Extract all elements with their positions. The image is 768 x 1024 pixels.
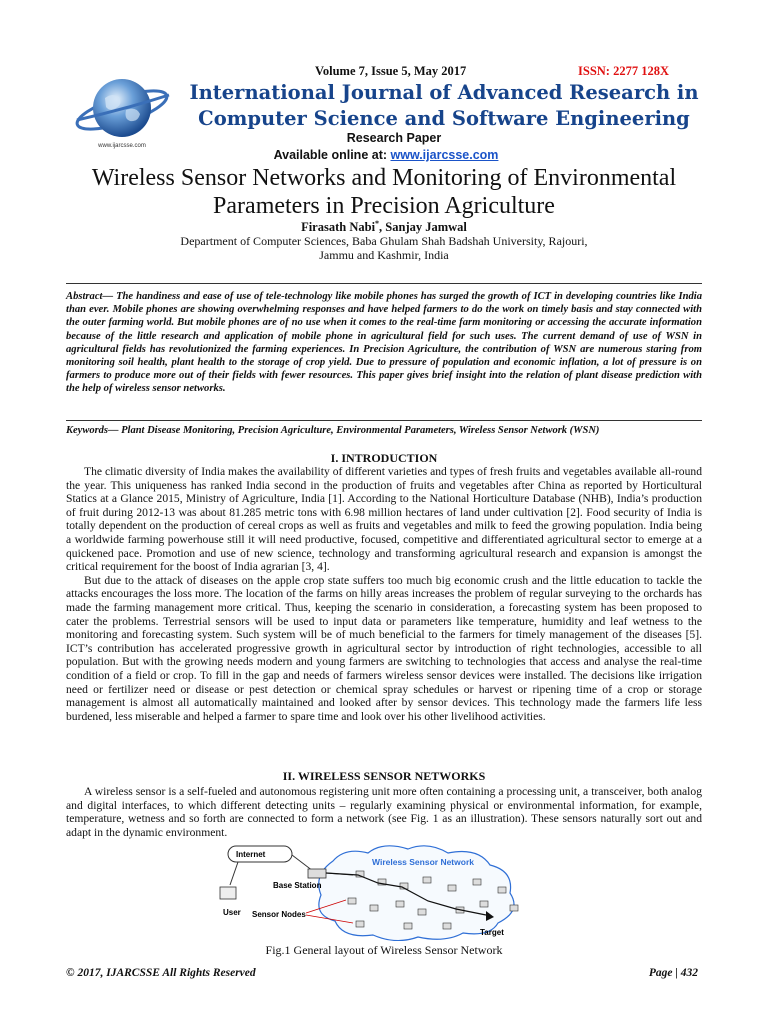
availability-line [2,148,768,162]
sensor-node [418,909,426,915]
sensor-node [423,877,431,883]
paper-type: Research Paper [346,131,442,145]
keywords: Keywords— Plant Disease Monitoring, Precision Agriculture, Environmental Parameters, Wireless Sensor Network (WSN) [66,425,600,436]
sensor-node [348,898,356,904]
introduction-body [66,465,702,723]
corresponding-author-mark: * [375,219,380,228]
authors [0,219,768,235]
internet-label: Internet [236,850,266,859]
affiliation-line1: Department of Computer Sciences, Baba Ghulam Shah Badshah University, Rajouri, [180,234,588,248]
logo-caption: www.ijarcsse.com [98,143,146,149]
wsn-paragraph-1: A wireless sensor is a self-fueled and autonomous registering unit more often containing a processing unit, a transceiver, both analog and digital interfaces, to which different detecting units – regularly examining physical or environmental information, for example, temperature, wetness and so forth are connected to form a network (see Fig. 1 as an illustration). These sensors naturally sort out and adapt in the dynamic environment. [66,785,702,839]
sensor-node [510,905,518,911]
base-station-label: Base Station [273,881,322,890]
affiliation-line2: Jammu and Kashmir, India [319,248,449,262]
volume-issue: Volume 7, Issue 5, May 2017 [315,64,467,78]
availability-prefix: Available online at: [273,148,391,162]
abstract: Abstract— The handiness and ease of use of tele-technology like mobile phones has surged the growth of ICT in developing countries like India than ever. Mobile phones are showing overwhelming responses and have helped farmers to do the work on timely basis and stay connected with the outer farming world. But mobile phones are of no use when it comes to the real-time farm monitoring or accessing the accurate information because of the little research and application of mobile phone in agricultural field for such uses. The current demand of use of WSN in agricultural fields has revolutionized the farming experiences. In Precision Agriculture, the contribution of WSN are numerous staring from monitoring soil health, plant health to the storage of crop yield. Due to pressure of population and economic inflation, a lot of pressure is on farmers to produce more out of their fields with fewer resources. This paper gives brief insight into the relation of plant disease prediction with the help of wireless sensor networks. [66,291,702,395]
user-computer-icon [220,887,236,899]
sensor-node [443,923,451,929]
link-internet-user [230,862,238,885]
footer-page-number: Page | 432 [648,967,698,979]
author-1: Firasath Nabi [301,220,376,235]
section-heading-wsn: II. WIRELESS SENSOR NETWORKS [282,769,486,783]
sensor-node [448,885,456,891]
sensor-node [396,901,404,907]
sensor-node [404,923,412,929]
section-heading-introduction: I. INTRODUCTION [330,451,438,465]
figure-caption: Fig.1 General layout of Wireless Sensor Network [265,943,503,957]
wsn-layout-figure [218,843,553,941]
intro-paragraph-1: The climatic diversity of India makes the availability of different varieties and types of fresh fruits and vegetables available all-round the year. This uniqueness has ranked India second in the production of fruits and vegetables after China as reported by Horticultural Statics at a Glance 2015, Ministry of Agriculture, India [1]. According to the National Horticulture Database (NHB), India’s production of fruit during 2012-13 was about 81.285 metric tons with 6.98 million hectares of land under cultivation [2]. Food security of India is totally dependent on the production of cereal crops as well as fruits and vegetables and milk to feed the growing population. India being a worldwide farming powerhouse still it will need productive, focused, competitive and differentiated agricultural sector to emerge at a quickened pace. Promotion and use of new science, technology and transforming agricultural research and expansion is amongst the critical requirement for the boost of India agrarian [3, 4]. [66,465,702,574]
sensor-node [498,887,506,893]
base-station-icon [308,869,326,878]
divider-top [66,283,702,284]
paper-title-line1: Wireless Sensor Networks and Monitoring of Environmental [91,165,677,191]
sensor-nodes-label: Sensor Nodes [252,910,306,919]
sensor-node [473,879,481,885]
paper-title-line2: Parameters in Precision Agriculture [213,193,555,219]
journal-url-link[interactable]: www.ijarcsse.com [390,148,499,162]
author-2: , Sanjay Jamwal [379,220,467,235]
sensor-node [356,921,364,927]
issn: ISSN: 2277 128X [578,64,669,78]
link-internet-base [292,855,313,871]
wsn-body [66,785,702,839]
target-label: Target [480,928,504,937]
divider-middle [66,420,702,421]
journal-title-line2: Computer Science and Software Engineering [198,107,690,130]
footer-copyright: © 2017, IJARCSSE All Rights Reserved [66,967,256,979]
sensor-node [480,901,488,907]
user-label: User [223,908,241,917]
intro-paragraph-2: But due to the attack of diseases on the apple crop state suffers too much big economic crush and the little education to tackle the attacks encourages the loss more. The location of the farms on hilly areas increases the problem of regular surveying to the orchards has made the farming management more critical. Thus, keeping the scenario in consideration, a forecasting system has been proposed to cater the problems. Terrestrial sensors will be used to input data or parameters like temperature, humidity and leaf wetness to the monitoring and forecasting system. Such system will be of much beneficial to the farmers for timely management of the diseases [5]. ICT’s contribution has accelerated progressive growth in agricultural sector by introduction of right technologies, accessible to all population. But with the growing needs modern and young farmers are switching to technologies that access and analyse the real-time condition of a field or crop. To fill in the gap and needs of farmers wireless sensor devices were installed. The decisions like irrigation need or fertilizer need or disease or pest detection or chemical spray schedules or harvest or ripening time of a crop or storage management is almost all automatically maintained and looked after by sensor devices. This technology made the farmers life less burdened, less miserable and helped a farmer to spare time and look over his other livelihood activities. [66,573,702,723]
network-label: Wireless Sensor Network [372,857,474,867]
sensor-node [370,905,378,911]
journal-title-line1: International Journal of Advanced Research in [189,81,699,104]
